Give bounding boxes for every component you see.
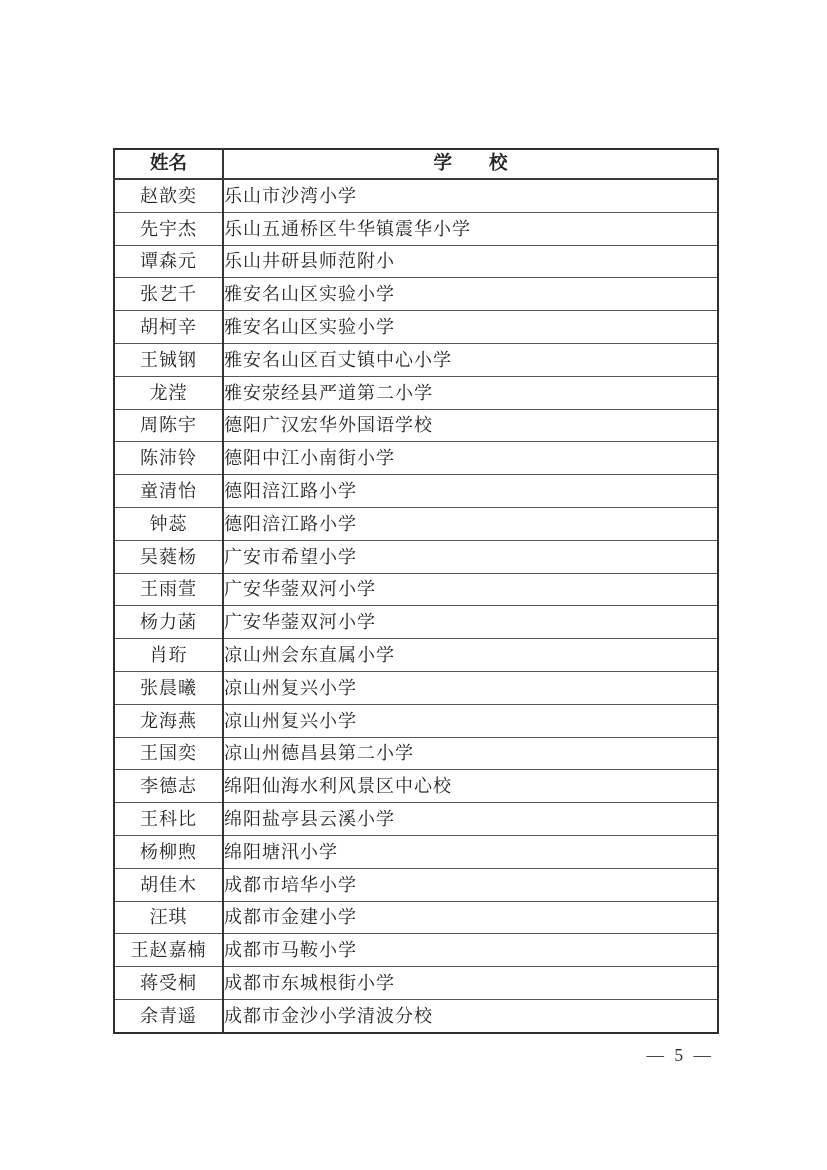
- school-name-cell: 乐山井研县师范附小: [223, 245, 718, 278]
- student-name-cell: 钟蕊: [114, 507, 223, 540]
- student-name-cell: 杨力菡: [114, 606, 223, 639]
- school-name-cell: 德阳中江小南街小学: [223, 442, 718, 475]
- school-name-cell: 德阳广汉宏华外国语学校: [223, 409, 718, 442]
- table-row: [114, 704, 718, 737]
- student-name-cell: 吴蕤杨: [114, 540, 223, 573]
- student-name-cell: 胡佳木: [114, 868, 223, 901]
- name-school-table: [113, 148, 719, 1034]
- school-name-cell: 广安华蓥双河小学: [223, 606, 718, 639]
- school-name-cell: 广安华蓥双河小学: [223, 573, 718, 606]
- school-name-cell: 雅安名山区百丈镇中心小学: [223, 343, 718, 376]
- school-name-cell: 德阳涪江路小学: [223, 475, 718, 508]
- school-name-cell: 绵阳仙海水利风景区中心校: [223, 770, 718, 803]
- table-row: [114, 278, 718, 311]
- table-row: [114, 606, 718, 639]
- student-name-cell: 先宇杰: [114, 212, 223, 245]
- student-name-cell: 陈沛铃: [114, 442, 223, 475]
- school-name-cell: 绵阳塘汛小学: [223, 835, 718, 868]
- table-row: [114, 376, 718, 409]
- student-name-cell: 胡柯辛: [114, 311, 223, 344]
- school-name-cell: 乐山市沙湾小学: [223, 179, 718, 212]
- school-name-cell: 成都市培华小学: [223, 868, 718, 901]
- school-name-cell: 凉山州会东直属小学: [223, 639, 718, 672]
- table-header-row: [114, 149, 718, 179]
- table-row: [114, 803, 718, 836]
- school-name-cell: 凉山州德昌县第二小学: [223, 737, 718, 770]
- table-row: [114, 343, 718, 376]
- header-school-column: 学 校: [223, 149, 718, 179]
- student-name-cell: 肖珩: [114, 639, 223, 672]
- table-row: [114, 967, 718, 1000]
- student-name-cell: 王赵嘉楠: [114, 934, 223, 967]
- table-row: [114, 639, 718, 672]
- page-number: — 5 —: [646, 1045, 714, 1065]
- table-row: [114, 573, 718, 606]
- student-name-cell: 汪琪: [114, 901, 223, 934]
- header-name-column: 姓名: [114, 149, 223, 179]
- school-name-cell: 雅安荥经县严道第二小学: [223, 376, 718, 409]
- student-name-cell: 张晨曦: [114, 671, 223, 704]
- school-name-cell: 雅安名山区实验小学: [223, 278, 718, 311]
- school-name-cell: 成都市东城根街小学: [223, 967, 718, 1000]
- student-name-cell: 张艺千: [114, 278, 223, 311]
- school-name-cell: 乐山五通桥区牛华镇震华小学: [223, 212, 718, 245]
- school-name-cell: 成都市马鞍小学: [223, 934, 718, 967]
- student-name-cell: 王雨萱: [114, 573, 223, 606]
- school-name-cell: 凉山州复兴小学: [223, 704, 718, 737]
- table-row: [114, 999, 718, 1032]
- student-name-cell: 蒋受桐: [114, 967, 223, 1000]
- table-row: [114, 245, 718, 278]
- school-name-cell: 成都市金沙小学清波分校: [223, 999, 718, 1032]
- student-name-cell: 王科比: [114, 803, 223, 836]
- table-row: [114, 934, 718, 967]
- table-row: [114, 671, 718, 704]
- student-name-cell: 王铖钢: [114, 343, 223, 376]
- table-row: [114, 540, 718, 573]
- table-row: [114, 311, 718, 344]
- table-row: [114, 835, 718, 868]
- table-row: [114, 868, 718, 901]
- table-row: [114, 442, 718, 475]
- table-row: [114, 901, 718, 934]
- student-name-cell: 周陈宇: [114, 409, 223, 442]
- student-name-cell: 杨柳煦: [114, 835, 223, 868]
- student-name-cell: 李德志: [114, 770, 223, 803]
- table-row: [114, 770, 718, 803]
- table-row: [114, 737, 718, 770]
- student-name-cell: 龙海燕: [114, 704, 223, 737]
- school-name-cell: 雅安名山区实验小学: [223, 311, 718, 344]
- student-name-cell: 王国奕: [114, 737, 223, 770]
- student-name-cell: 龙滢: [114, 376, 223, 409]
- table-row: [114, 212, 718, 245]
- student-name-cell: 余青遥: [114, 999, 223, 1032]
- school-name-cell: 凉山州复兴小学: [223, 671, 718, 704]
- student-name-cell: 童清怡: [114, 475, 223, 508]
- school-name-cell: 广安市希望小学: [223, 540, 718, 573]
- school-name-cell: 德阳涪江路小学: [223, 507, 718, 540]
- table-row: [114, 179, 718, 212]
- school-name-cell: 成都市金建小学: [223, 901, 718, 934]
- table-row: [114, 475, 718, 508]
- roster-table-body: [114, 179, 718, 1033]
- student-name-cell: 赵歆奕: [114, 179, 223, 212]
- school-name-cell: 绵阳盐亭县云溪小学: [223, 803, 718, 836]
- table-row: [114, 409, 718, 442]
- table-row: [114, 507, 718, 540]
- student-name-cell: 谭森元: [114, 245, 223, 278]
